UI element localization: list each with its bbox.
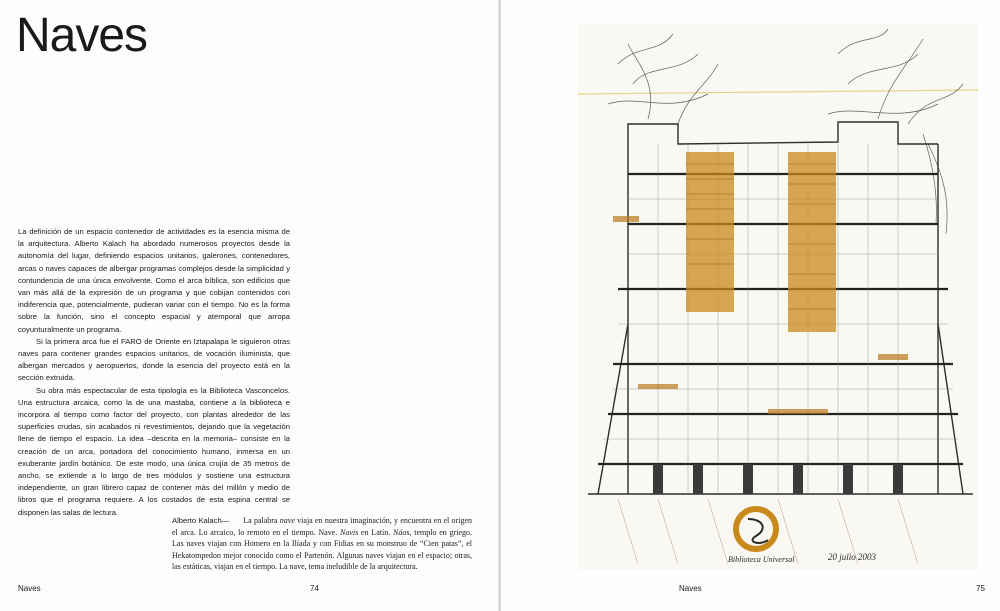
body-text (18, 226, 290, 519)
paragraph: Su obra más espectacular de esta tipología es la Biblioteca Vasconcelos. Una estructura arcaica, como la de una mastaba, contiene a la biblioteca e incorpora al tiempo como factor del proyecto, con plantas alrededor de las superficies crudas, sin acabados ni revestimientos, dejando que la vegetación llene de tiempo el espacio. La idea –descrita en la memoria– consiste en la creación de un arca, portadora del conocimiento humano, inmersa en un exuberante jardín botánico. De este modo, una única crujía de 35 metros de ancho, se extiende a lo largo de tres módulos y sostiene una estructura independiente, un gran librero capaz de contener más del millón y medio de libros que el programa requiere. A los costados de esta espina central se disponen las salas de lectura. (18, 385, 290, 517)
quote-italic: Navis (340, 527, 359, 537)
left-page (0, 0, 499, 611)
chapter-title: Naves (16, 9, 148, 62)
page-number: 74 (310, 584, 319, 593)
running-footer: Naves (18, 584, 41, 593)
quote-text: , templo en griego. Las naves viajan con Homero en la Ilíada y con Fidias en su monstruo de “Cien patas”, el Hekatompedon mejor conocido como el Partenón. Algunas naves viajan en el espacio; otras, las estáticas, viajan en el tiempo. La nave, tema ineludible de la arquitectura. (172, 527, 472, 572)
page-number: 75 (976, 584, 985, 593)
paragraph: La definición de un espacio contenedor de actividades es la esencia misma de la arquitectura. Alberto Kalach ha abordado numerosos proyectos desde la autonomía del lugar, definiendo espacios unitarios, galerones, contenedores, arcas o naves capaces de albergar programas complejos desde la simplicidad y contundencia de una única envolvente. Como el arca bíblica, son edificios que van más allá de la expresión de un programa y que cobijan contenidos con indiferencia que, potencialmente, pudieran variar con el tiempo. No es la forma sobre la función, sino el concepto espacial y atemporal que arropa coyunturalmente un programa. (18, 227, 290, 334)
sketch-inscription: Biblioteca Universal (728, 555, 795, 564)
quote-text: en Latín. (358, 527, 394, 537)
library-section-drawing (578, 24, 978, 570)
architectural-sketch (578, 24, 978, 570)
library-emblem (736, 509, 776, 549)
running-footer: Naves (679, 584, 702, 593)
author-quote (172, 515, 472, 573)
quote-italic: Náos (393, 527, 410, 537)
sketch-date: 20 julio 2003 (828, 552, 877, 562)
quote-text: La palabra (243, 516, 280, 525)
quote-author: Alberto Kalach— (172, 516, 230, 525)
paragraph: Si la primera arca fue el FARO de Oriente en Iztapalapa le siguieron otras naves para contener grandes espacios unitarios, de vocación iluminista, que albergan mercados y aeropuertos, donde la esencia del proyecto está en la sección extruida. (18, 336, 290, 383)
quote-italic: nave (279, 516, 295, 525)
quote-text: viaja en nuestra imaginación, y encuentra en el origen el arca. Lo arcaico, lo remoto en el tiempo. Nave. (172, 516, 472, 537)
